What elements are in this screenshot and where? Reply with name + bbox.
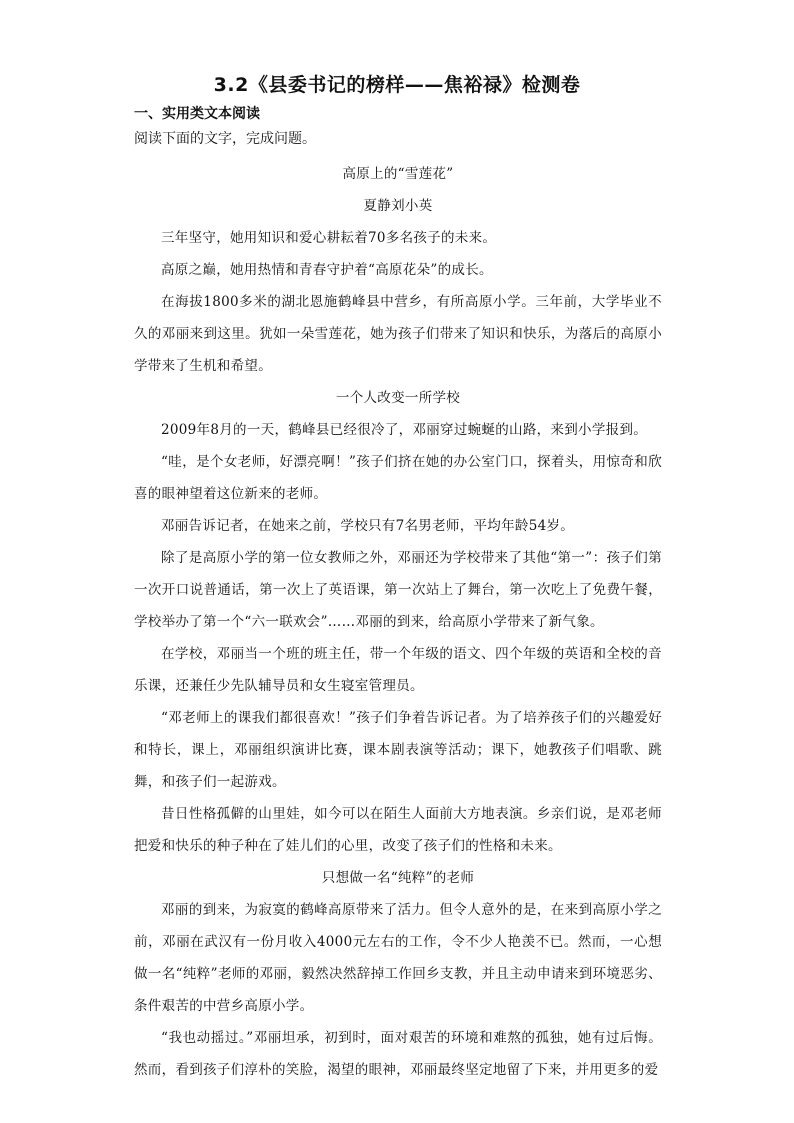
reading-instruction: 阅读下面的文字，完成问题。 xyxy=(134,131,316,147)
paragraph: 三年坚守，她用知识和爱心耕耘着70多名孩子的未来。 xyxy=(161,230,497,246)
paragraph: 邓丽告诉记者，在她来之前，学校只有7名男老师，平均年龄54岁。 xyxy=(161,518,575,534)
paragraph: “我也动摇过。”邓丽坦承，初到时，面对艰苦的环境和难熬的孤独，她有过后悔。然而，看到孩子们淳朴的笑脸，渴望的眼神，邓丽最终坚定地留了下来，并用更多的爱 xyxy=(134,1030,662,1078)
paragraph: 2009年8月的一天，鹤峰县已经很冷了，邓丽穿过蜿蜒的山路，来到小学报到。 xyxy=(161,422,648,438)
section-heading: 一、实用类文本阅读 xyxy=(134,106,260,122)
paragraph: “哇，是个女老师，好漂亮啊！”孩子们挤在她的办公室门口，探着头，用惊奇和欣喜的眼神望着这位新来的老师。 xyxy=(134,454,662,502)
paragraph: 昔日性格孤僻的山里娃，如今可以在陌生人面前大方地表演。乡亲们说，是邓老师把爱和快乐的种子种在了娃儿们的心里，改变了孩子们的性格和未来。 xyxy=(134,806,662,854)
article-subheading: 只想做一名“纯粹”的老师 xyxy=(321,870,475,886)
article-subheading: 一个人改变一所学校 xyxy=(335,390,461,406)
article-headline: 高原上的“雪莲花” xyxy=(342,166,454,182)
paragraph: “邓老师上的课我们都很喜欢！”孩子们争着告诉记者。为了培养孩子们的兴趣爱好和特长，课上，邓丽组织演讲比赛，课本剧表演等活动；课下，她教孩子们唱歌、跳舞，和孩子们一起游戏。 xyxy=(134,710,662,790)
document-title: 3.2《县委书记的榜样——焦裕禄》检测卷 xyxy=(213,74,581,96)
paragraph: 高原之巅，她用热情和青春守护着“高原花朵”的成长。 xyxy=(161,262,493,278)
paragraph: 邓丽的到来，为寂寞的鹤峰高原带来了活力。但令人意外的是，在来到高原小学之前，邓丽在武汉有一份月收入4000元左右的工作，令不少人艳羡不已。然而，一心想做一名“纯粹”老师的邓丽，毅然决然辞掉工作回乡支教，并且主动申请来到环境恶劣、条件艰苦的中营乡高原小学。 xyxy=(134,902,662,1014)
paragraph: 除了是高原小学的第一位女教师之外，邓丽还为学校带来了其他“第一”：孩子们第一次开口说普通话，第一次上了英语课，第一次站上了舞台，第一次吃上了免费午餐，学校举办了第一个“六一联欢会”……邓丽的到来，给高原小学带来了新气象。 xyxy=(134,550,662,630)
article-body xyxy=(134,158,662,1086)
paragraph: 在海拔1800多米的湖北恩施鹤峰县中营乡，有所高原小学。三年前，大学毕业不久的邓丽来到这里。犹如一朵雪莲花，她为孩子们带来了知识和快乐，为落后的高原小学带来了生机和希望。 xyxy=(134,294,662,374)
paragraph: 在学校，邓丽当一个班的班主任，带一个年级的语文、四个年级的英语和全校的音乐课，还兼任少先队辅导员和女生寝室管理员。 xyxy=(134,646,662,694)
article-byline: 夏静刘小英 xyxy=(363,198,433,214)
